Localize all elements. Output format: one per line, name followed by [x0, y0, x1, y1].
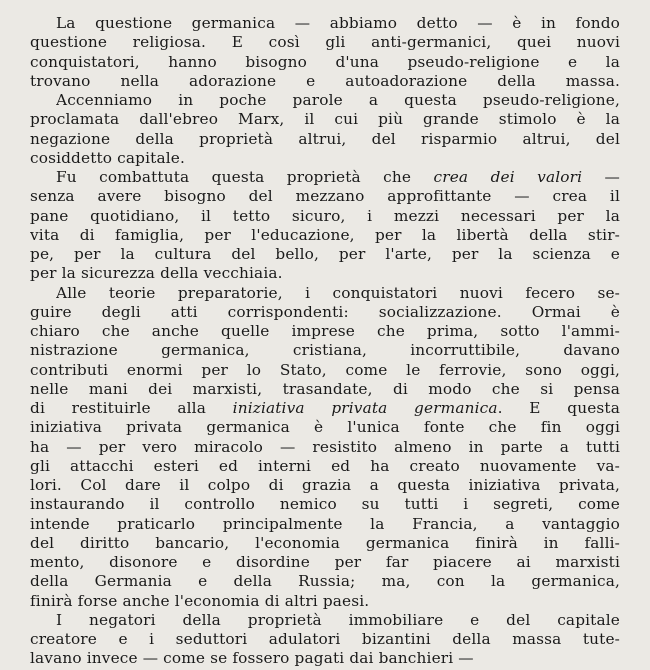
text-segment: ha — per vero miracolo — resistito almeno in parte a tutti — [30, 437, 620, 456]
text-segment: Accenniamo in poche parole a questa pseudo-religione, — [56, 91, 620, 109]
text-segment: pane quotidiano, il tetto sicuro, i mezzi necessari per la — [30, 206, 620, 225]
text-segment: nelle mani dei marxisti, trasandate, di modo che si pensa — [30, 379, 620, 398]
text-segment: instaurando il controllo nemico su tutti i segreti, come — [30, 495, 620, 514]
text-segment: iniziativa privata germanica è l'unica fonte che fin oggi — [30, 418, 620, 437]
text-segment: trovano nella adorazione e autoadorazione della massa. — [30, 71, 620, 90]
text-segment: conquistatori, hanno bisogno d'una pseudo-religione e la — [30, 52, 620, 71]
text-segment: di restituirle alla — [30, 399, 233, 417]
text-segment: proclamata dall'ebreo Marx, il cui più grande stimolo è la — [30, 110, 620, 129]
text-segment: della Germania e della Russia; ma, con la germanica, — [30, 572, 620, 591]
text-segment: mento, disonore e disordine per far piacere ai marxisti — [30, 553, 620, 571]
text-segment: cosiddetto capitale. — [30, 148, 185, 167]
text-segment: I negatori della proprietà immobiliare e del capitale — [56, 610, 620, 629]
text-segment: gli attacchi esteri ed interni ed ha creato nuovamente va- — [30, 456, 620, 475]
text-segment: — — [582, 168, 620, 186]
text-segment: creatore e i seduttori adulatori bizantini della massa tute- — [30, 630, 620, 648]
text-segment: per la sicurezza della vecchiaia. — [30, 264, 283, 283]
text-segment: . E questa — [497, 399, 620, 417]
text-segment: lavano invece — come se fossero pagati dai banchieri — — [30, 649, 474, 668]
text-segment: Alle teorie preparatorie, i conquistatori nuovi fecero se- — [56, 283, 620, 302]
text-segment: del diritto bancario, l'economia germanica finirà in falli- — [30, 533, 620, 552]
text-segment: senza avere bisogno del mezzano approfittante — crea il — [30, 187, 620, 206]
text-segment: Fu combattuta questa proprietà che — [56, 168, 434, 186]
text-segment: questione religiosa. E così gli anti-germanici, quei nuovi — [30, 33, 620, 52]
text-line — [30, 647, 620, 669]
text-segment: negazione della proprietà altrui, del risparmio altrui, del — [30, 129, 620, 148]
text-segment: vita di famiglia, per l'educazione, per la libertà della stir- — [30, 225, 620, 244]
text-segment: guire degli atti corrispondenti: socializzazione. Ormai è — [30, 302, 620, 321]
text-segment: contributi enormi per lo Stato, come le ferrovie, sono oggi, — [30, 360, 620, 379]
text-segment: finirà forse anche l'economia di altri paesi. — [30, 591, 370, 610]
italic-text-segment: crea dei valori — [433, 168, 583, 186]
text-segment: lori. Col dare il colpo di grazia a questa iniziativa privata, — [30, 476, 620, 494]
text-segment: intende praticarlo principalmente la Francia, a vantaggio — [30, 514, 620, 533]
text-segment: pe, per la cultura del bello, per l'arte, per la scienza e — [30, 245, 620, 263]
text-segment: chiaro che anche quelle imprese che prima, sotto l'ammi- — [30, 322, 620, 340]
italic-text-segment: iniziativa privata germanica — [232, 399, 498, 417]
text-segment: La questione germanica — abbiamo detto — è in fondo — [56, 14, 620, 32]
text-segment: nistrazione germanica, cristiana, incorruttibile, davano — [30, 341, 620, 360]
